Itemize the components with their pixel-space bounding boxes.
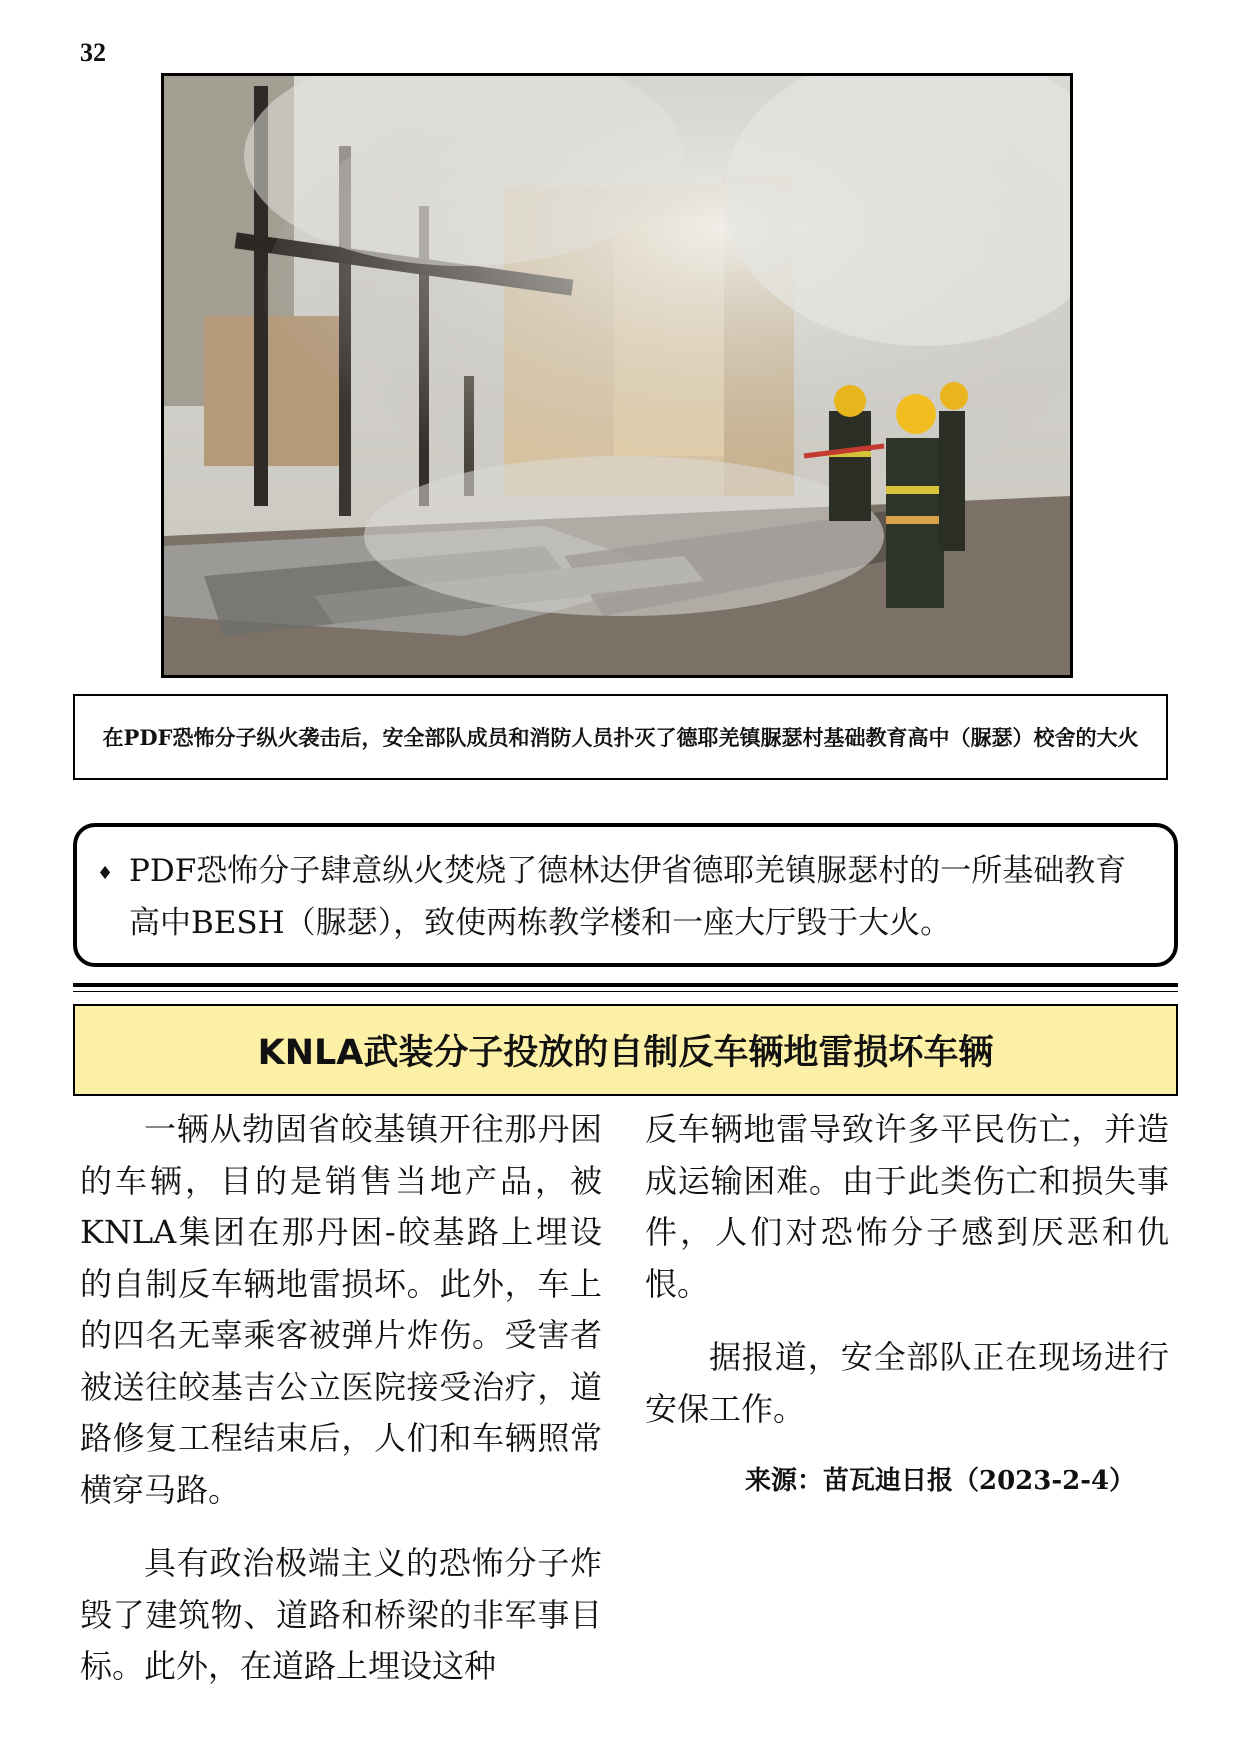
summary-text: PDF恐怖分子肆意纵火焚烧了德林达伊省德耶羌镇脲瑟村的一所基础教育高中BESH（脲瑟），致使两栋教学楼和一座大厅毁于大火。 <box>129 853 1127 941</box>
diamond-bullet-icon: ♦ <box>97 863 114 884</box>
fire-scene-photo <box>161 73 1073 678</box>
article-paragraph: 具有政治极端主义的恐怖分子炸毁了建筑物、道路和桥梁的非军事目标。此外，在道路上埋设这种 <box>80 1544 602 1685</box>
photo-caption: 在PDF恐怖分子纵火袭击后，安全部队成员和消防人员扑灭了德耶羌镇脲瑟村基础教育高中（脲瑟）校舍的大火 <box>73 694 1168 780</box>
article-paragraph: 据报道，安全部队正在现场进行安保工作。 <box>645 1338 1169 1428</box>
article-column-left <box>80 1104 602 1715</box>
article-column-right <box>645 1104 1169 1457</box>
summary-callout <box>73 823 1178 967</box>
article-paragraph: 一辆从勃固省皎基镇开往那丹困的车辆，目的是销售当地产品，被KNLA集团在那丹困-皎基路上埋设的自制反车辆地雷损坏。此外，车上的四名无辜乘客被弹片炸伤。受害者被送往皎基吉公立医院接受治疗，道路修复工程结束后，人们和车辆照常横穿马路。 <box>80 1110 602 1509</box>
section-divider-thin <box>73 991 1178 992</box>
article-headline: KNLA武装分子投放的自制反车辆地雷损坏车辆 <box>73 1004 1178 1096</box>
page-number: 32 <box>80 38 106 67</box>
article-paragraph-continued: 反车辆地雷导致许多平民伤亡，并造成运输困难。由于此类伤亡和损失事件，人们对恐怖分子感到厌恶和仇恨。 <box>645 1110 1169 1303</box>
burning-school-image <box>164 76 1070 675</box>
section-divider-thick <box>73 983 1178 987</box>
article-source: 来源：苗瓦迪日报（2023-2-4） <box>745 1466 1136 1496</box>
